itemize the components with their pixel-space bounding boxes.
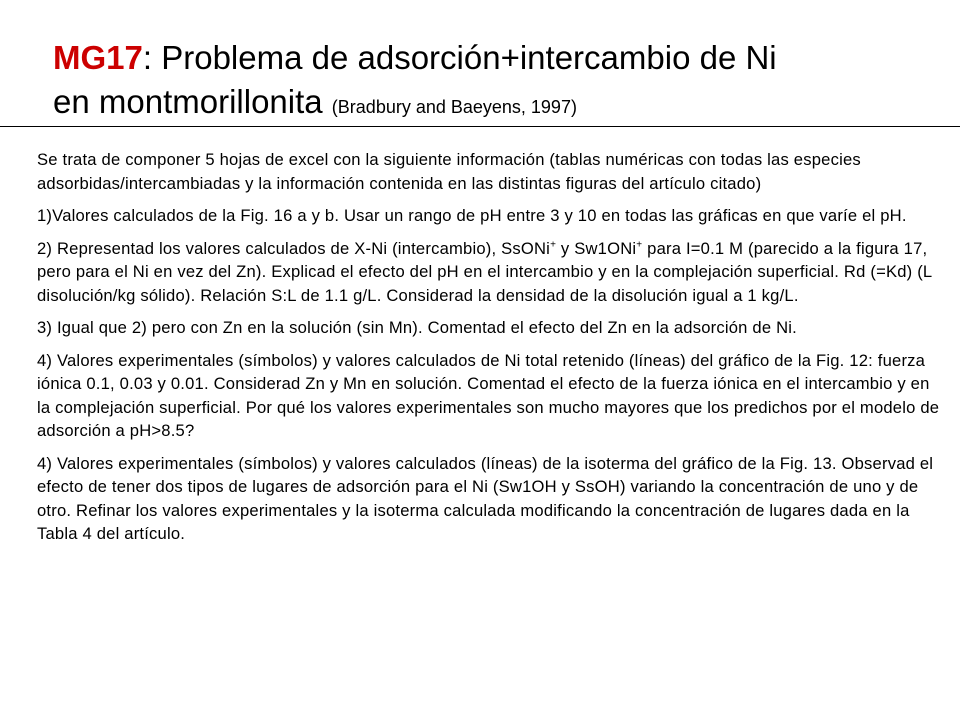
superscript-plus: + xyxy=(636,238,643,250)
slide-title xyxy=(53,36,933,129)
title-text-line2: en montmorillonita xyxy=(53,83,323,120)
item-2-text-c: para I=0.1 M (parecido a la figura 17, pero para el Ni en vez del Zn). Explicad el efecto del pH en el intercambio y en la complejación superficial. Rd (=Kd) (L disolución/kg sólido). Relación S:L de 1.1 g/L. Considerad la densidad de la disolución igual a 1 kg/L. xyxy=(37,238,932,305)
item-4a: 4) Valores experimentales (símbolos) y valores calculados de Ni total retenido (líneas) del gráfico de la Fig. 12: fuerza iónica 0.1, 0.03 y 0.01. Considerad Zn y Mn en solución. Comentad el efecto de la fuerza iónica en el intercambio y en la complejación superficial. Por qué los valores experimentales son mucho mayores que los predichos por el modelo de adsorción a pH>8.5? xyxy=(37,350,940,440)
superscript-plus: + xyxy=(550,238,557,250)
item-2-text-b: y Sw1ONi xyxy=(556,238,637,258)
intro-paragraph: Se trata de componer 5 hojas de excel con la siguiente información (tablas numéricas con todas las especies adsorbidas/intercambiadas y la información contenida en las distintas figuras del artículo citado) xyxy=(37,150,861,193)
item-3: 3) Igual que 2) pero con Zn en la solución (sin Mn). Comentad el efecto del Zn en la adsorción de Ni. xyxy=(37,318,797,337)
title-text: : Problema de adsorción+intercambio de Ni xyxy=(142,39,777,76)
item-1: 1)Valores calculados de la Fig. 16 a y b. Usar un rango de pH entre 3 y 10 en todas las gráficas en que varíe el pH. xyxy=(37,206,907,225)
title-code: MG17 xyxy=(53,39,143,76)
item-2 xyxy=(37,237,947,308)
title-divider xyxy=(0,126,960,127)
title-citation: (Bradbury and Baeyens, 1997) xyxy=(331,97,577,117)
item-4b: 4) Valores experimentales (símbolos) y valores calculados (líneas) de la isoterma del gráfico de la Fig. 13. Observad el efecto de tener dos tipos de lugares de adsorción para el Ni (Sw1OH y SsOH) variando la concentración de uno y de otro. Refinar los valores experimentales y la isoterma calculada modificando la concentración de lugares dada en la Tabla 4 del artículo. xyxy=(37,453,934,543)
item-2-text-a: 2) Representad los valores calculados de X-Ni (intercambio), SsONi xyxy=(37,238,551,258)
slide-body xyxy=(37,148,947,555)
